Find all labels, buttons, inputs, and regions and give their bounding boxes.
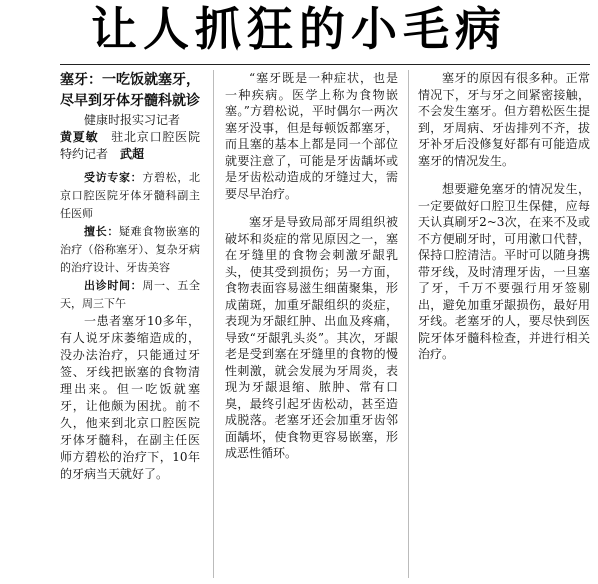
expert-label: 受访专家： [84,171,143,184]
paragraph-gap [225,202,398,214]
specialty-label: 擅长： [84,225,119,238]
article-headline: 塞牙：一吃饭就塞牙，尽早到牙体牙髓科就诊 [60,72,200,109]
column-1 [60,70,200,483]
reporter-name-line [60,129,200,163]
byline [60,112,200,163]
clinic-text: 周一、五全天，周三下午 [60,279,201,310]
page-title: 让人抓狂的小毛病 [91,2,507,56]
title-divider [60,64,590,65]
clinic-label: 出诊时间： [84,279,143,292]
column-divider [213,70,214,578]
reporter-name: 黄夏敏 [60,130,99,144]
column-divider [408,70,409,578]
column-3 [418,70,590,363]
paragraph-definition: “塞牙既是一种症状，也是一种疾病。医学上称为食物嵌塞。”方碧松说，平时偶尔一两次塞牙没事，但是每顿饭都塞牙，而且塞的基本上都是同一个部位就要注意了，可能是牙齿龋坏或是牙齿松动造成的牙缝过大，需要尽早治疗。 [225,71,398,201]
correspondent-title: 驻北京口腔医院特约记者 [60,130,200,161]
paragraph-prevention: 想要避免塞牙的情况发生，一定要做好口腔卫生保健，应每天认真刷牙2~3次，在来不及或不方便刷牙时，可用漱口代替，保持口腔清洁。平时可以随身携带牙线，及时清理牙齿，一旦塞了牙，千万不要强行用牙签剔出，避免加重牙龈损伤，最好用牙线。老塞牙的人，要尽快到医院牙体牙髓科检查，并进行相关治疗。 [418,182,590,361]
paragraph-causes: 塞牙的原因有很多种。正常情况下，牙与牙之间紧密接触，不会发生塞牙。但方碧松医生提到，牙周病、牙齿排列不齐，拔牙补牙后没修复好都有可能造成塞牙的情况发生。 [418,71,590,168]
expert-text: 方碧松，北京口腔医院牙体牙髓科副主任医师 [60,171,201,220]
specialty-text: 疑难食物嵌塞的治疗（俗称塞牙）、复杂牙病的治疗设计、牙齿美容 [60,225,200,274]
paragraph-gap [418,169,590,181]
reporter-prefix: 健康时报实习记者 [84,113,181,127]
correspondent-name: 武超 [120,147,145,161]
paragraph-intro: 一患者塞牙10多年，有人说牙床萎缩造成的，没办法治疗，只能通过牙签、牙线把嵌塞的食物清理出来。但一吃饭就塞牙，让他颇为困扰。前不久，他来到北京口腔医院牙体牙髓科，在副主任医师方碧松的治疗下，10年的牙病当天就好了。 [60,314,200,481]
column-2 [225,70,398,462]
clinic-line [60,277,200,313]
specialty-line [60,223,200,277]
expert-info [60,169,200,313]
paragraph-harm: 塞牙是导致局部牙周组织被破坏和炎症的常见原因之一，塞在牙缝里的食物会刺激牙龈乳头，使其受到损伤；另一方面，食物表面容易滋生细菌聚集，形成菌斑，加重牙龈组织的炎症，表现为牙龈红肿、出血及疼痛，导致“牙龈乳头炎”。其次，牙龈老是受到塞在牙缝里的食物的慢性刺激，就会发展为牙周炎，表现为牙龈退缩、脓肿、常有口臭，最终引起牙齿松动，甚至造成脱落。老塞牙还会加重牙齿邻面龋坏，使食物更容易嵌塞，形成恶性循环。 [225,215,398,460]
reporter-line [60,112,200,129]
expert-line [60,169,200,223]
